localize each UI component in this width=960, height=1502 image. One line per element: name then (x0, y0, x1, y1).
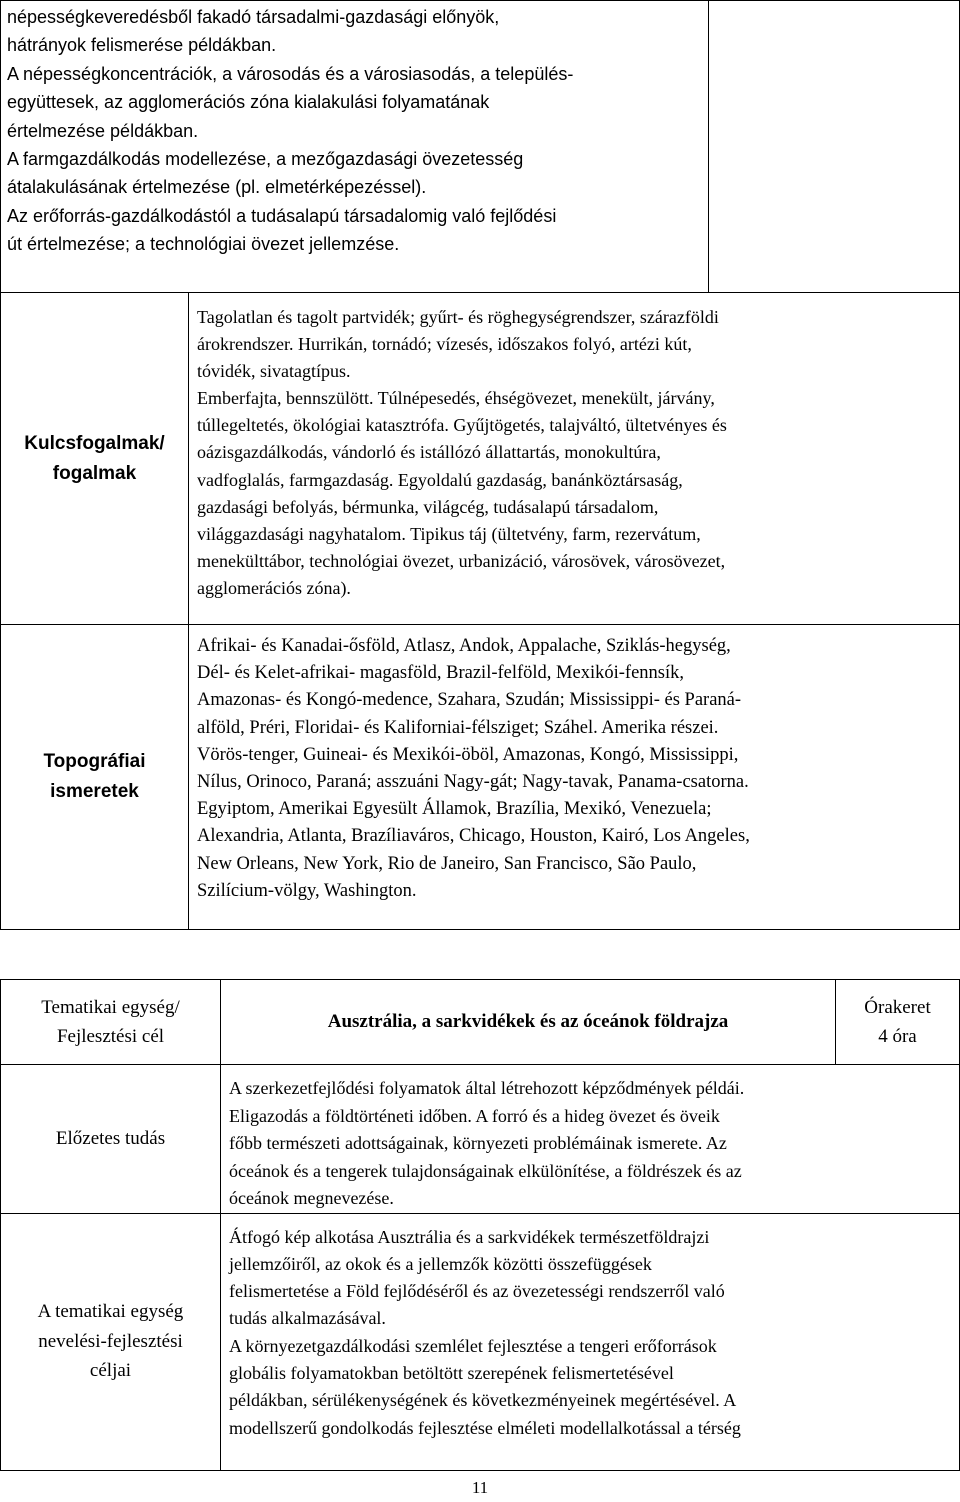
hours-label: Órakeret 4 óra (864, 997, 931, 1047)
unit-label: Tematikai egység/ Fejlesztési cél (41, 996, 180, 1047)
unit-title: Ausztrália, a sarkvidékek és az óceánok földrajza (327, 1011, 729, 1032)
prior-knowledge-label: Előzetes tudás (55, 1128, 166, 1149)
page-number: 11 (471, 1478, 489, 1497)
prior-knowledge-label-cell (1, 1065, 221, 1214)
development-text: népességkeveredésből fakadó társadalmi-gazdasági előnyök, hátrányok felismerése példákban. A népességkoncentrációk, a városodás és a városiasodás, a település- együttesek, az agglomerációs zóna kialakulási folyamatának értelmezése példákban. A farmgazdálkodás modellezése, a mezőgazdasági övezetesség átalakulásának értelmezése (pl. elmetérképezéssel). Az erőforrás-gazdálkodástól a tudásalapú társadalomig való fejlődési út értelmezése; a technológiai övezet jellemzése. (7, 7, 574, 255)
concepts-table (0, 292, 960, 930)
topography-cell (189, 625, 960, 930)
development-text-cell (1, 1, 709, 293)
topography-label-cell (1, 625, 189, 930)
key-concepts-cell (189, 293, 960, 625)
hours-cell (836, 980, 960, 1065)
unit-label-cell (1, 980, 221, 1065)
topography-text: Afrikai- és Kanadai-ősföld, Atlasz, Andok, Appalache, Sziklás-hegység, Dél- és Kelet-afrikai- magasföld, Brazil-felföld, Mexikói-fennsík, Amazonas- és Kongó-medence, Szahara, Szudán; Mississippi- és Paraná- alföld, Préri, Floridai- és Kaliforniai-félsziget; Száhel. Amerika részei. Vörös-tenger, Guineai- és Mexikói-öböl, Amazonas, Kongó, Mississippi, Nílus, Orinoco, Paraná; asszuáni Nagy-gát; Nagy-tavak, Panama-csatorna. Egyiptom, Amerikai Egyesült Államok, Brazília, Mexikó, Venezuela; Alexandria, Atlanta, Brazíliaváros, Chicago, Houston, Kairó, Los Angeles, New Orleans, New York, Rio de Janeiro, San Francisco, São Paulo, Szilícium-völgy, Washington. (197, 636, 750, 901)
key-concepts-text: Tagolatlan és tagolt partvidék; gyűrt- és röghegységrendszer, szárazföldi árokrendszer. Hurrikán, tornádó; vízesés, időszakos folyó, artézi kút, tóvidék, sivatagtípus. Emberfajta, bennszülött. Túlnépesedés, éhségövezet, menekült, járvány, túllegeltetés, ökológiai katasztrófa. Gyűjtögetés, talajváltó, ültetvényes és oázisgazdálkodás, vándorló és istállózó állattartás, monokultúra, vadfoglalás, farmgazdaság. Egyoldalú gazdaság, banánköztársaság, gazdasági befolyás, bérmunka, világcég, tudásalapú társadalom, világgazdasági nagyhatalom. Tipikus táj (ültetvény, farm, rezervátum, menekülttábor, technológiai övezet, urbanizáció, városövek, városövezet, agglomerációs zóna). (197, 307, 727, 598)
goals-text: Átfogó kép alkotása Ausztrália és a sarkvidékek természetföldrajzi jellemzőiről, az okok és a jellemzők közötti összefüggések felismertetése a Föld fejlődéséről és az övezetességi rendszerről való tudás alkalmazásával. A környezetgazdálkodási szemlélet fejlesztése a tengeri erőforrások globális folyamatokban betöltött szerepének felismertetésével példákban, sérülékenységének és következményeinek megértésével. A modellszerű gondolkodás fejlesztése elméleti modellalkotással a térség (229, 1226, 741, 1438)
key-concepts-label-cell (1, 293, 189, 625)
empty-right-cell (709, 1, 960, 293)
goals-label-cell (1, 1213, 221, 1470)
development-text-table (0, 0, 960, 293)
prior-knowledge-cell (221, 1065, 960, 1214)
key-concepts-label: Kulcsfogalmak/ fogalmak (24, 432, 165, 484)
goals-cell (221, 1213, 960, 1470)
unit-table (0, 979, 960, 1471)
topography-label: Topográfiai ismeretek (43, 751, 146, 802)
goals-label: A tematikai egység nevelési-fejlesztési céljai (37, 1301, 184, 1382)
unit-title-cell (221, 980, 836, 1065)
prior-knowledge-text: A szerkezetfejlődési folyamatok által létrehozott képződmények példái. Eligazodás a földtörténeti időben. A forró és a hideg övezet és öveik főbb természeti adottságainak, környezeti problémáinak ismerete. Az óceánok és a tengerek tulajdonságainak elkülönítése, a földrészek és az óceánok megnevezése. (229, 1078, 745, 1208)
